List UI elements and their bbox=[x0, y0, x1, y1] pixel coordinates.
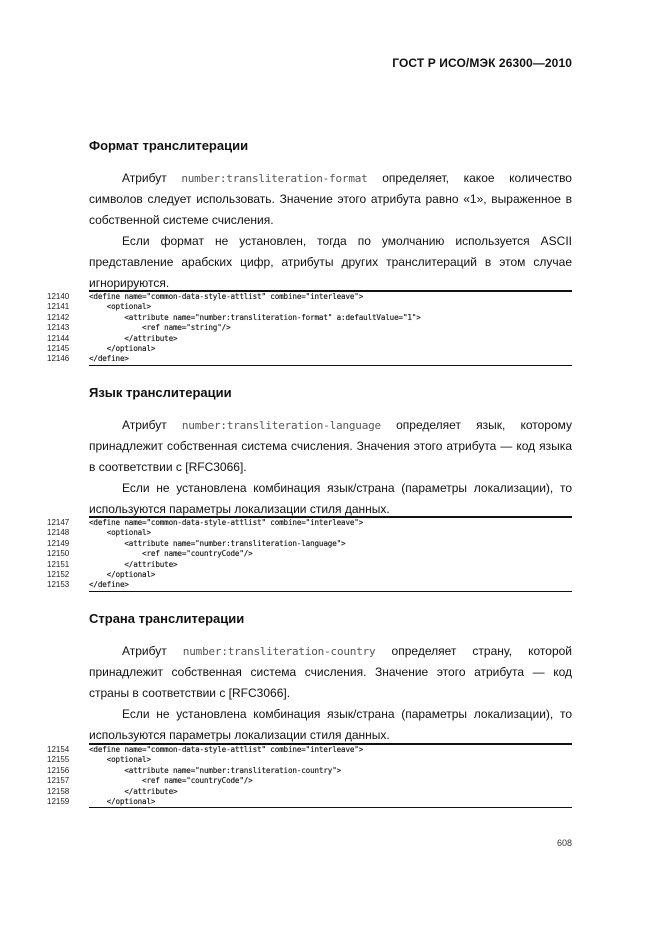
code-text: <optional> bbox=[89, 528, 151, 538]
code-line bbox=[47, 518, 572, 528]
code-line bbox=[47, 755, 572, 765]
code-text: </optional> bbox=[89, 343, 156, 353]
line-number: 12158 bbox=[47, 786, 70, 796]
code-text: <define name="common-data-style-attlist" combine="interleave"> bbox=[89, 745, 364, 754]
section-title: Страна транслитерации bbox=[89, 611, 245, 626]
section-transliteration-country bbox=[89, 611, 572, 746]
code-line bbox=[47, 787, 572, 797]
code-text: </define> bbox=[89, 354, 129, 364]
paragraph: Если не установлена комбинация язык/страна (параметры локализации), то используются параметры локализации стиля данных. bbox=[89, 707, 572, 742]
code-bottom-rule bbox=[89, 807, 572, 808]
code-lines bbox=[47, 518, 572, 591]
code-text: <ref name="countryCode"/> bbox=[89, 776, 253, 786]
code-line bbox=[47, 344, 572, 354]
line-number: 12156 bbox=[47, 765, 70, 775]
line-number: 12146 bbox=[47, 354, 70, 364]
paragraph: Атрибут number:transliteration-country определяет страну, которой принадлежит собственная система счисления. Значение этого атрибута — код страны в соответствии с [RFC3066]. bbox=[89, 644, 572, 700]
line-number: 12140 bbox=[47, 292, 70, 301]
code-text: </optional> bbox=[89, 569, 156, 579]
attribute-code: number:transliteration-country bbox=[182, 645, 376, 658]
line-number: 12143 bbox=[47, 323, 70, 333]
code-text: <optional> bbox=[89, 302, 151, 312]
code-line bbox=[47, 292, 572, 302]
code-lines bbox=[47, 292, 572, 365]
line-number: 12157 bbox=[47, 776, 70, 786]
code-listing bbox=[47, 743, 572, 808]
code-text: <ref name="string"/> bbox=[89, 323, 231, 333]
code-line bbox=[47, 580, 572, 590]
code-text: </attribute> bbox=[89, 786, 178, 796]
line-number: 12147 bbox=[47, 518, 70, 527]
code-line bbox=[47, 334, 572, 344]
code-text: </define> bbox=[89, 580, 129, 590]
code-text: <attribute name="number:transliteration-format" a:defaultValue="1"> bbox=[89, 312, 421, 322]
code-line bbox=[47, 354, 572, 364]
section-transliteration-format bbox=[89, 138, 572, 294]
code-bottom-rule bbox=[89, 591, 572, 592]
code-listing bbox=[47, 290, 572, 366]
line-number: 12148 bbox=[47, 528, 70, 538]
code-line bbox=[47, 560, 572, 570]
code-line bbox=[47, 302, 572, 312]
code-line bbox=[47, 766, 572, 776]
paragraph: Атрибут number:transliteration-language определяет язык, которому принадлежит собственная система счисления. Значения этого атрибута — код языка в соответствии с [RFC3066]. bbox=[89, 418, 572, 474]
paragraph: Если не установлена комбинация язык/страна (параметры локализации), то используются параметры локализации стиля данных. bbox=[89, 481, 572, 516]
code-text: <ref name="countryCode"/> bbox=[89, 549, 253, 559]
code-text: <attribute name="number:transliteration-country"> bbox=[89, 765, 342, 775]
code-line bbox=[47, 797, 572, 807]
code-listing bbox=[47, 516, 572, 592]
code-lines bbox=[47, 745, 572, 807]
line-number: 12141 bbox=[47, 302, 70, 312]
code-text: <define name="common-data-style-attlist" combine="interleave"> bbox=[89, 292, 364, 301]
attribute-code: number:transliteration-format bbox=[181, 172, 368, 185]
code-line bbox=[47, 549, 572, 559]
code-bottom-rule bbox=[89, 365, 572, 366]
page-header: ГОСТ Р ИСО/МЭК 26300—2010 bbox=[392, 56, 572, 70]
line-number: 12145 bbox=[47, 343, 70, 353]
line-number: 12153 bbox=[47, 580, 70, 590]
page-number: 608 bbox=[556, 838, 572, 848]
line-number: 12154 bbox=[47, 745, 70, 754]
code-text: <attribute name="number:transliteration-language"> bbox=[89, 538, 346, 548]
code-line bbox=[47, 776, 572, 786]
code-text: <optional> bbox=[89, 755, 151, 765]
code-text: </attribute> bbox=[89, 333, 178, 343]
section-transliteration-language bbox=[89, 385, 572, 520]
line-number: 12150 bbox=[47, 549, 70, 559]
code-text: </optional> bbox=[89, 796, 156, 806]
line-number: 12144 bbox=[47, 333, 70, 343]
line-number: 12149 bbox=[47, 538, 70, 548]
section-title: Формат транслитерации bbox=[89, 138, 249, 153]
code-line bbox=[47, 528, 572, 538]
paragraph: Атрибут number:transliteration-format определяет, какое количество символов следует использовать. Значение этого атрибута равно «1», выраженное в собственной системе счисления. bbox=[89, 171, 572, 227]
code-text: <define name="common-data-style-attlist" combine="interleave"> bbox=[89, 518, 364, 527]
code-line bbox=[47, 539, 572, 549]
code-line bbox=[47, 313, 572, 323]
section-title: Язык транслитерации bbox=[89, 385, 232, 400]
code-text: </attribute> bbox=[89, 559, 178, 569]
code-line bbox=[47, 570, 572, 580]
paragraph: Если формат не установлен, тогда по умолчанию используется ASCII представление арабских цифр, атрибуты других транслитераций в этом случае игнорируются. bbox=[89, 234, 572, 290]
line-number: 12152 bbox=[47, 569, 70, 579]
code-line bbox=[47, 323, 572, 333]
code-line bbox=[47, 745, 572, 755]
line-number: 12142 bbox=[47, 312, 70, 322]
line-number: 12159 bbox=[47, 796, 70, 806]
attribute-code: number:transliteration-language bbox=[181, 419, 381, 432]
line-number: 12155 bbox=[47, 755, 70, 765]
line-number: 12151 bbox=[47, 559, 70, 569]
